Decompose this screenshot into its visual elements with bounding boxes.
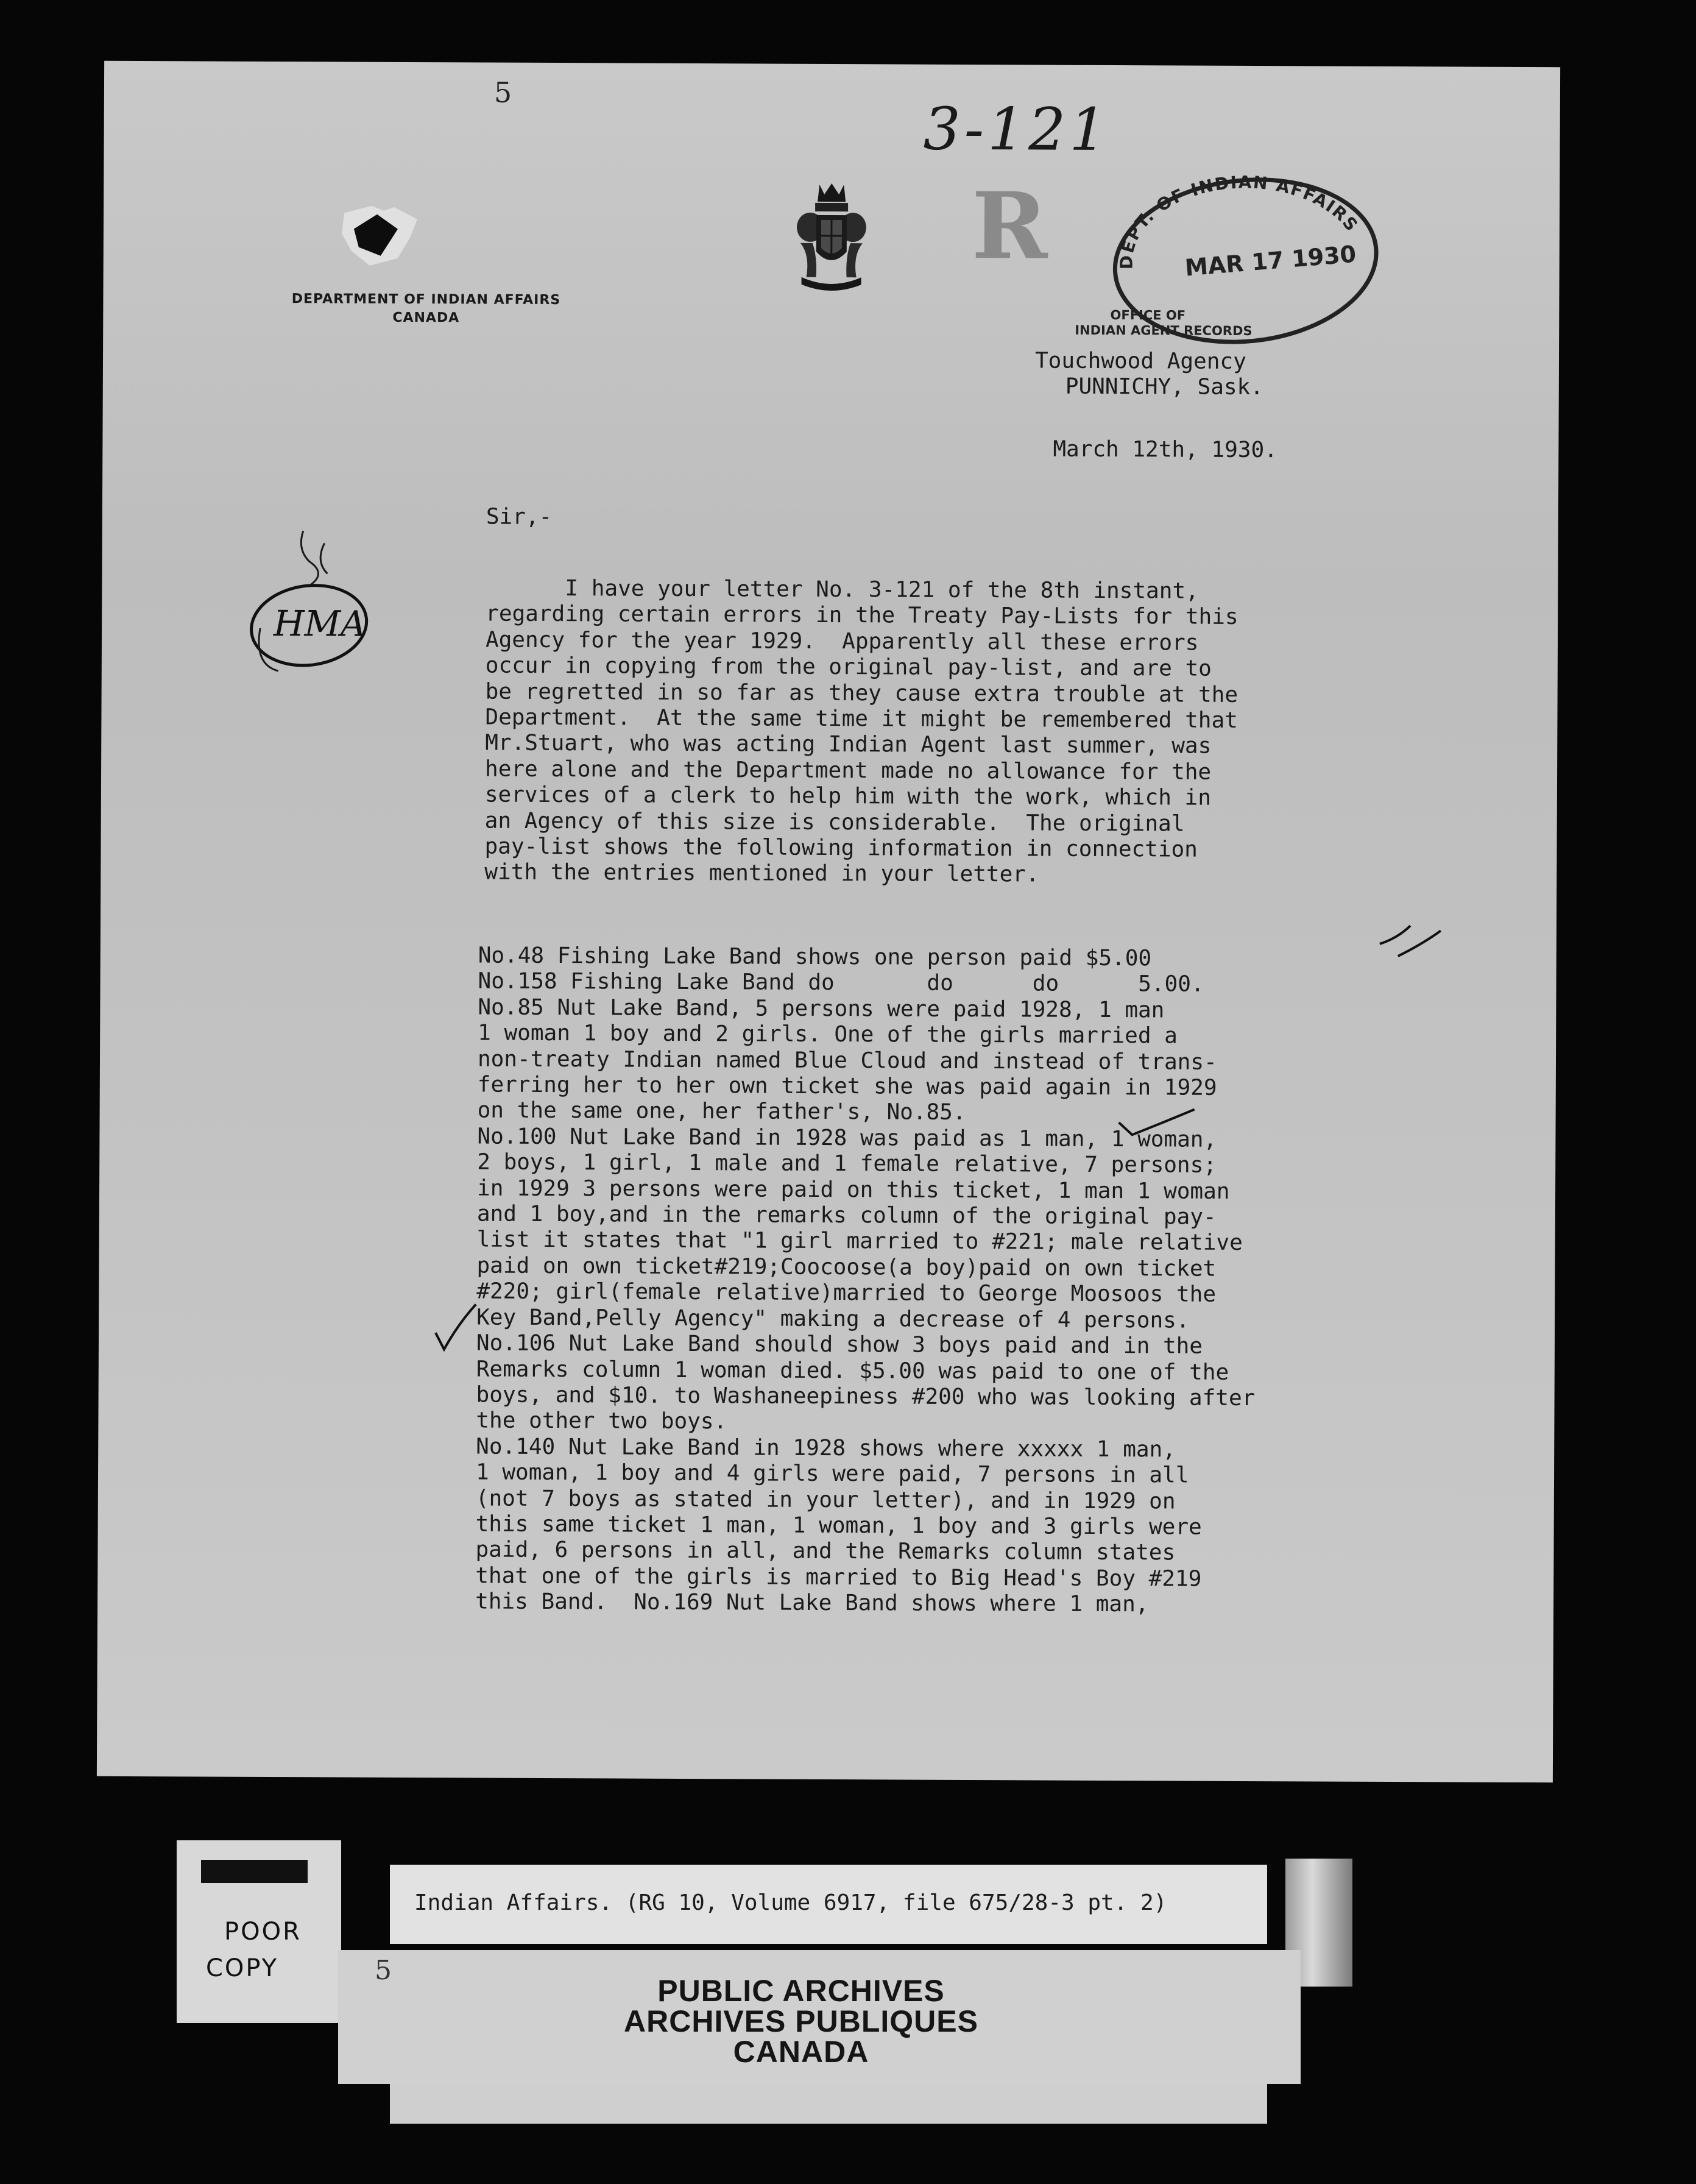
text-line: No.85 Nut Lake Band, 5 persons were paid 1928, 1 man — [478, 994, 1165, 1023]
text-line: #220; girl(female relative)married to George Moosoos the — [476, 1278, 1217, 1308]
letter-paragraph-2 — [475, 943, 1257, 1618]
text-line: 1 woman, 1 boy and 4 girls were paid, 7 persons in all — [475, 1459, 1189, 1488]
text-line: this Band. No.169 Nut Lake Band shows where 1 man, — [475, 1589, 1149, 1617]
text-line: (not 7 boys as stated in your letter), and in 1929 on — [475, 1486, 1176, 1514]
poor-copy-card — [177, 1840, 341, 2023]
check-mark-icon — [1114, 1104, 1199, 1141]
poor-copy-line1: POOR — [224, 1918, 302, 1946]
handwritten-initials — [236, 525, 389, 684]
sender-agency: Touchwood Agency — [1034, 348, 1246, 374]
source-citation: Indian Affairs. (RG 10, Volume 6917, file 675/28-3 pt. 2) — [414, 1890, 1167, 1915]
text-line: paid, 6 persons in all, and the Remarks column states — [475, 1537, 1176, 1565]
text-line: No.100 Nut Lake Band in 1928 was paid as 1 man, 1 woman, — [477, 1124, 1217, 1152]
text-line: 2 boys, 1 girl, 1 male and 1 female relative, 7 persons; — [477, 1149, 1217, 1179]
text-line: on the same one, her father's, No.85. — [477, 1097, 966, 1126]
text-line: ferring her to her own ticket she was paid again in 1929 — [477, 1072, 1217, 1101]
text-line: Remarks column 1 woman died. $5.00 was paid to one of the — [476, 1356, 1229, 1385]
letter-page — [97, 61, 1560, 1782]
text-line: I have your letter No. 3-121 of the 8th instant, — [486, 575, 1199, 604]
received-mark: R — [971, 172, 1048, 280]
stamp-office-line1: OFFICE OF — [1110, 308, 1186, 323]
department-country: CANADA — [392, 310, 460, 326]
text-line: paid on own ticket#219;Coocoose(a boy)paid on own ticket — [476, 1253, 1217, 1282]
stamp-date: MAR 17 1930 — [1184, 240, 1357, 282]
text-line: the other two boys. — [476, 1408, 727, 1434]
archives-stamp-card — [338, 1950, 1301, 2084]
department-logo-icon — [338, 202, 423, 269]
text-line: Agency for the year 1929. Apparently all these errors — [485, 627, 1199, 656]
poor-copy-label — [206, 1913, 322, 1987]
text-line: be regretted in so far as they cause extra trouble at the — [485, 679, 1238, 707]
text-line: pay-list shows the following information in connection — [484, 834, 1198, 862]
text-line: and 1 boy,and in the remarks column of the original pay- — [476, 1201, 1217, 1230]
coat-of-arms-icon — [791, 180, 871, 296]
stamp-arc-text: DEPT. OF INDIAN AFFAIRS — [1116, 172, 1363, 270]
text-line: Key Band,Pelly Agency" making a decrease of 4 persons. — [476, 1305, 1190, 1333]
letter-date: March 12th, 1930. — [1053, 436, 1277, 463]
source-citation-card — [390, 1865, 1267, 1944]
text-line: occur in copying from the original pay-list, and are to — [485, 653, 1212, 681]
text-line: No.140 Nut Lake Band in 1928 shows where xxxxx 1 man, — [476, 1434, 1176, 1462]
text-line: non-treaty Indian named Blue Cloud and instead of trans- — [477, 1046, 1217, 1075]
archives-stamp — [564, 1976, 1039, 2067]
redaction-bar — [201, 1860, 308, 1883]
text-line: with the entries mentioned in your letter. — [484, 860, 1039, 887]
page-number: 5 — [493, 76, 512, 109]
text-line: in 1929 3 persons were paid on this ticket, 1 man 1 woman — [476, 1175, 1230, 1204]
text-line: services of a clerk to help him with the work, which in — [484, 782, 1212, 810]
letter-paragraph-1 — [484, 576, 1238, 889]
department-name: DEPARTMENT OF INDIAN AFFAIRS — [291, 291, 561, 308]
check-mark-icon — [1374, 920, 1453, 963]
text-line: list it states that "1 girl married to #221; male relative — [476, 1227, 1243, 1256]
archives-card-tab — [390, 2084, 1267, 2124]
check-mark-icon — [431, 1299, 479, 1354]
text-line: here alone and the Department made no allowance for the — [484, 756, 1212, 785]
archives-line1: PUBLIC ARCHIVES — [657, 1974, 945, 2008]
text-line: Department. At the same time it might be remembered that — [485, 704, 1238, 733]
archives-line3: CANADA — [733, 2035, 869, 2069]
sender-location: PUNNICHY, Sask. — [1065, 374, 1264, 400]
salutation: Sir,- — [486, 504, 553, 530]
archive-card-number: 5 — [375, 1955, 392, 1986]
text-line: that one of the girls is married to Big Head's Boy #219 — [475, 1563, 1202, 1592]
initials-text: HMA — [273, 603, 367, 645]
stamp-office — [1075, 308, 1253, 339]
text-line: boys, and $10. to Washaneepiness #200 who was looking after — [476, 1382, 1256, 1411]
text-line: Mr.Stuart, who was acting Indian Agent last summer, was — [485, 730, 1212, 759]
text-line: No.158 Fishing Lake Band do do do 5.00. — [478, 968, 1204, 998]
text-line: No.106 Nut Lake Band should show 3 boys paid and in the — [476, 1330, 1203, 1359]
archives-line2: ARCHIVES PUBLIQUES — [624, 2004, 978, 2038]
text-line: an Agency of this size is considerable. The original — [484, 808, 1185, 837]
poor-copy-line2: COPY — [206, 1954, 279, 1982]
department-heading — [255, 290, 596, 328]
text-line: 1 woman 1 boy and 2 girls. One of the girls married a — [478, 1020, 1178, 1049]
stamp-office-line2: INDIAN AGENT RECORDS — [1075, 322, 1253, 339]
text-line: this same ticket 1 man, 1 woman, 1 boy and 3 girls were — [475, 1511, 1202, 1540]
text-line: regarding certain errors in the Treaty Pay-Lists for this — [486, 601, 1238, 630]
sender-address — [1035, 348, 1263, 400]
text-line: No.48 Fishing Lake Band shows one person paid $5.00 — [478, 943, 1152, 971]
file-reference-handwritten: 3-121 — [923, 94, 1111, 165]
